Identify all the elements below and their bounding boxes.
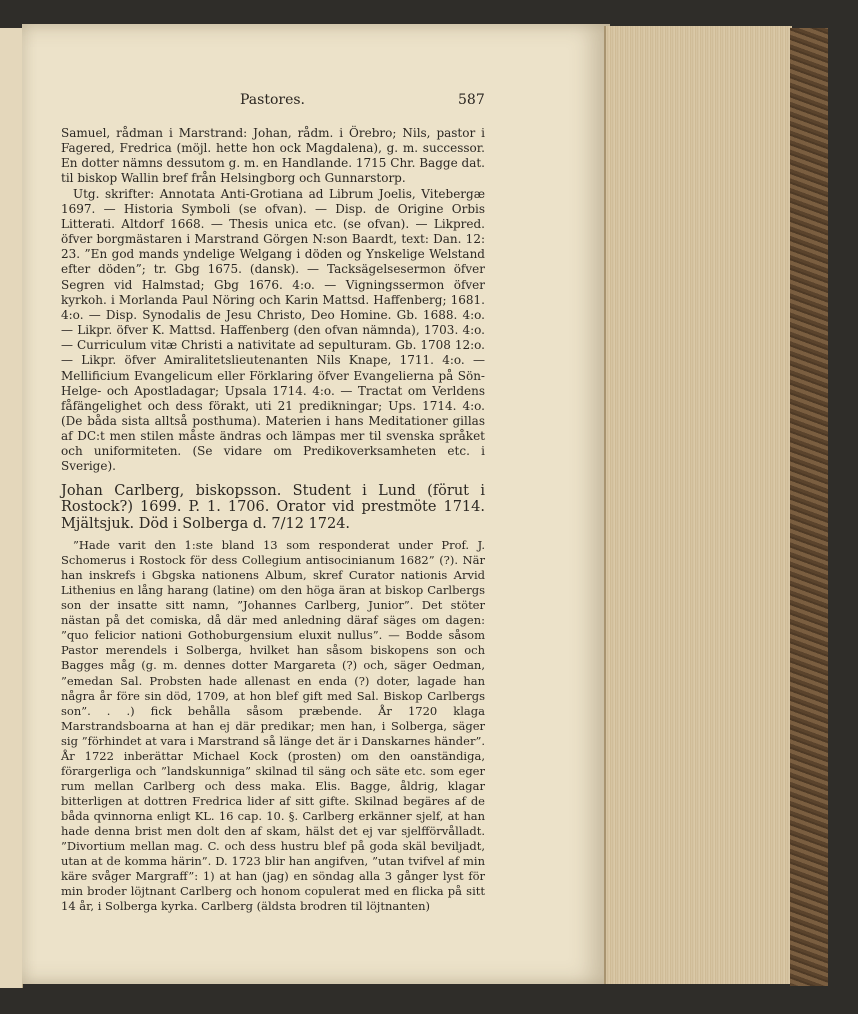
paragraph-writings: Utg. skrifter: Annotata Anti-Grotiana ad Librum Joelis, Vitebergæ 1697. — Historia Symboli (se ofvan). — Disp. de Origine Orbis Litterati. Altdorf 1668. — Thesis unica etc. (se ofvan). — Likpred. öfver borgmästaren i Marstrand Görgen N:son Baardt, text: Dan. 12: 23. ”En god mands yndelige Welgang i döden og Ynskelige Welstand efter döden”; tr. Gbg 1675. (dansk). — Tacksägelsesermon öfver Segren vid Halmstad; Gbg 1676. 4:o. — Vigningssermon öfver kyrkoh. i Morlanda Paul Nöring och Karin Mattsd. Haffenberg; 1681. 4:o. — Disp. Synodalis de Jesu Christo, Deo Homine. Gb. 1688. 4:o. — Likpr. öfver K. Mattsd. Haffenberg (den ofvan nämnda), 1703. 4:o. — Curriculum vitæ Christi a nativitate ad sepulturam. Gb. 1708 12:o. — Likpr. öfver Amiralitetslieutenanten Nils Knape, 1711. 4:o. — Mellificium Evangelicum eller Förklaring öfver Evangelierna på Sön- Helge- och Apostladagar; Upsala 1714. 4:o. — Tractat om Verldens fåfängelighet och dess förakt, uti 21 predikningar; Ups. 1714. 4:o. (De båda sista alltså posthuma). Materien i hans Meditationer gillas af DC:t men stilen måste ändras och lämpas mer til svenska språket och uniformiteten. (Se vidare om Predikoverksamheten etc. i Sverige). [61, 186, 485, 474]
page-edges [604, 26, 792, 984]
previous-page-edge [0, 28, 23, 988]
entry-body: ”Hade varit den 1:ste bland 13 som responderat under Prof. J. Schomerus i Rostock för dess Collegium antisocinianum 1682” (?). När han inskrefs i Gbgska nationens Album, skref Curator nationis Arvid Lithenius en lång harang (latine) om den höga äran at biskop Carlbergs son der insatte sitt namn, ”Johannes Carlberg, Junior”. Det stöter nästan på det comiska, då där med anledning däraf säges om dagen: ”quo felicior nationi Gothoburgensium eluxit nullus”. — Bodde såsom Pastor merendels i Solberga, hvilket han såsom biskopens son och Bagges måg (g. m. dennes dotter Margareta (?) och, säger Oedman, ”emedan Sal. Probsten hade allenast en enda (?) doter, lagade han några år före sin död, 1709, at hon blef gift med Sal. Biskop Carlbergs son”. . .) fick behålla såsom præbende. År 1720 klaga Marstrandsboarna at han ej där predikar; men han, i Solberga, säger sig ”förhindet at vara i Marstrand så länge det är i Danskarnes händer”. År 1722 inberättar Michael Kock (prosten) om den oanständiga, förargerliga och ”landskunniga” skilnad til säng och säte etc. som eger rum mellan Carlberg och dess maka. Elis. Bagge, åldrig, klagar bitterligen at dottren Fredrica lider af sitt gifte. Skilnad begäres af de båda qvinnorna enligt KL. 16 cap. 10. §. Carlberg erkänner sjelf, at han hade denna brist men dolt den af skam, hälst det ej var sjelfförvålladt. ”Divortium mellan mag. C. och dess hustru blef på goda skäl beviljadt, utan at de komma härin”. D. 1723 blir han angifven, ”utan tvifvel af min käre svåger Margraff”: 1) at han (jag) en söndag alla 3 gånger lyst för min broder löjtnant Carlberg och honom copulerat med en flicka på sitt 14 år, i Solberga kyrka. Carlberg (äldsta brodren til löjtnanten) [61, 538, 485, 914]
paragraph-family: Samuel, rådman i Marstrand: Johan, rådm. i Örebro; Nils, pastor i Fagered, Fredrica (möjl. hette hon ock Magdalena), g. m. successor. En dotter nämns dessutom g. m. en Handlande. 1715 Chr. Bagge dat. til biskop Wallin bref från Helsingborg och Gunnarstorp. [61, 126, 485, 186]
page-header [22, 92, 610, 112]
entry-heading: Johan Carlberg, biskopsson. Student i Lund (förut i Rostock?) 1699. P. 1. 1706. Orator vid prestmöte 1714. Mjältsjuk. Död i Solberga d. 7/12 1724. [61, 482, 485, 532]
page-number: 587 [458, 92, 485, 108]
page-body [61, 126, 485, 914]
running-head: Pastores. [240, 92, 305, 108]
book-cover [790, 28, 828, 986]
